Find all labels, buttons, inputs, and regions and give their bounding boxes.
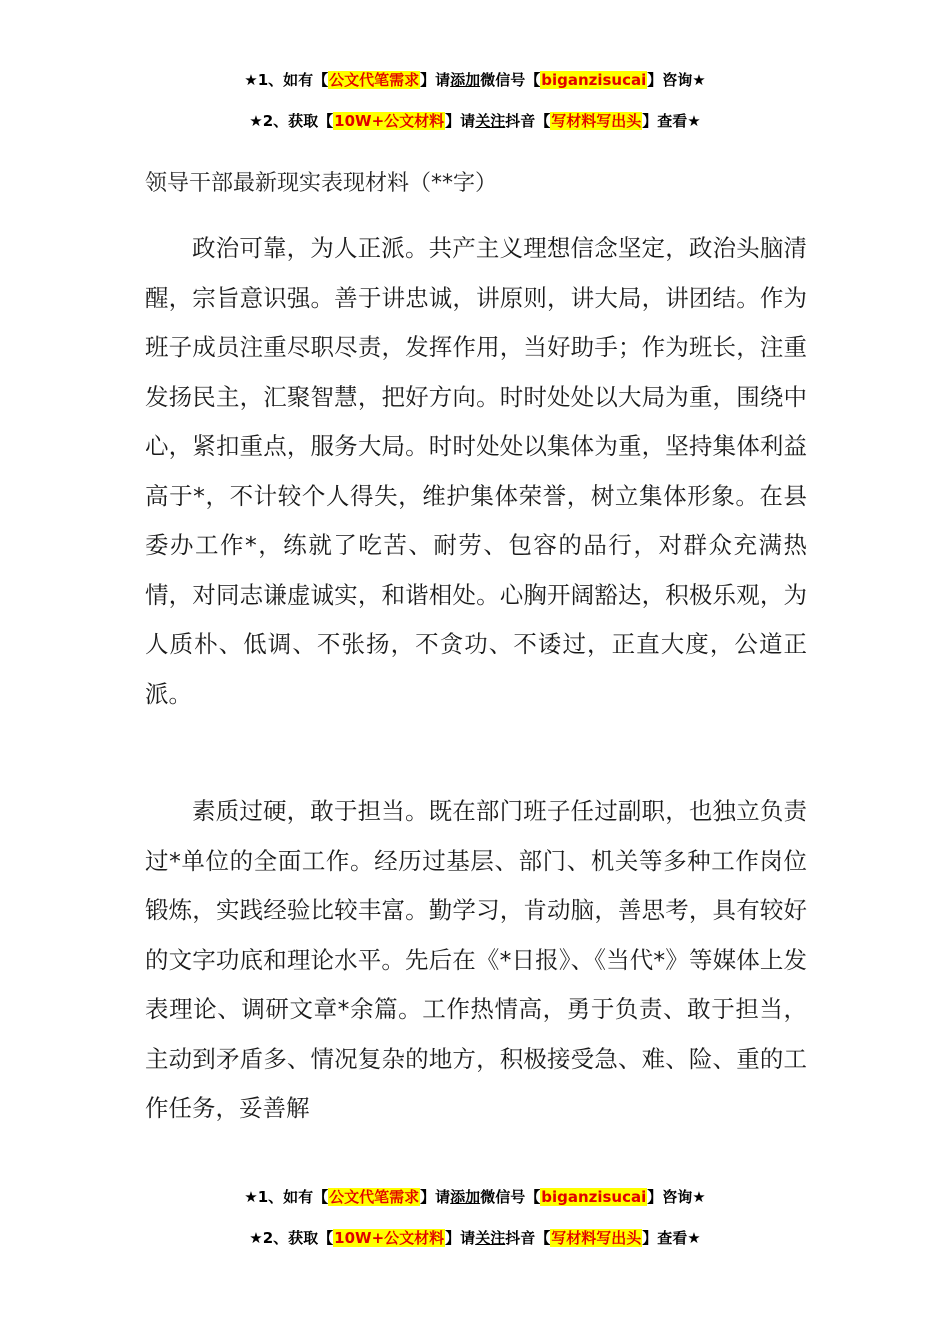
star-icon: ★ [249, 112, 263, 130]
highlight-service: 公文代笔需求 [329, 1188, 420, 1206]
star-icon: ★ [692, 71, 706, 89]
star-icon: ★ [244, 1188, 258, 1206]
header-ad-line-1 [0, 70, 950, 90]
underlined-follow: 关注 [475, 1229, 506, 1247]
ad-text: 抖音【 [505, 112, 551, 130]
ad-text: 】请 [420, 71, 451, 89]
body-paragraph-1: 政治可靠，为人正派。共产主义理想信念坚定，政治头脑清醒，宗旨意识强。善于讲忠诚，讲原则，讲大局，讲团结。作为班子成员注重尽职尽责，发挥作用，当好助手；作为班长，注重发扬民主，汇聚智慧，把好方向。时时处处以大局为重，围绕中心，紧扣重点，服务大局。时时处处以集体为重，坚持集体利益高于*，不计较个人得失，维护集体荣誉，树立集体形象。在县委办工作*，练就了吃苦、耐劳、包容的品行，对群众充满热情，对同志谦虚诚实，和谐相处。心胸开阔豁达，积极乐观，为人质朴、低调、不张扬，不贪功、不诿过，正直大度，公道正派。 [145, 234, 807, 708]
highlight-wechat-id: biganzisucai [541, 1188, 647, 1206]
star-icon: ★ [249, 1229, 263, 1247]
highlight-wechat-id: biganzisucai [541, 71, 647, 89]
document-title: 领导干部最新现实表现材料（**字） [145, 171, 498, 196]
highlight-douyin-account: 写材料写出头 [551, 112, 642, 130]
ad-text: 微信号【 [480, 1188, 541, 1206]
footer-ad-line-1 [0, 1187, 950, 1207]
highlight-materials: 10W+公文材料 [334, 1229, 445, 1247]
header-ad-line-2 [0, 111, 950, 131]
star-icon: ★ [687, 112, 701, 130]
star-icon: ★ [687, 1229, 701, 1247]
footer-ad-line-2 [0, 1228, 950, 1248]
ad-text: 1、如有【 [257, 71, 329, 89]
ad-text: 】查看 [642, 112, 688, 130]
underlined-add: 添加 [450, 71, 481, 89]
highlight-materials: 10W+公文材料 [334, 112, 445, 130]
body-paragraph-2: 素质过硬，敢于担当。既在部门班子任过副职，也独立负责过*单位的全面工作。经历过基层、部门、机关等多种工作岗位锻炼，实践经验比较丰富。勤学习，肯动脑，善思考，具有较好的文字功底和理论水平。先后在《*日报》、《当代*》等媒体上发表理论、调研文章*余篇。工作热情高，勇于负责、敢于担当，主动到矛盾多、情况复杂的地方，积极接受急、难、险、重的工作任务，妥善解 [145, 797, 807, 1122]
ad-text: 2、获取【 [262, 112, 334, 130]
ad-text: 1、如有【 [257, 1188, 329, 1206]
ad-text: 】请 [445, 112, 476, 130]
star-icon: ★ [692, 1188, 706, 1206]
star-icon: ★ [244, 71, 258, 89]
ad-text: 微信号【 [480, 71, 541, 89]
ad-text: 】查看 [642, 1229, 688, 1247]
ad-text: 】咨询 [647, 71, 693, 89]
ad-text: 】请 [445, 1229, 476, 1247]
underlined-follow: 关注 [475, 112, 506, 130]
underlined-add: 添加 [450, 1188, 481, 1206]
ad-text: 】请 [420, 1188, 451, 1206]
ad-text: 2、获取【 [262, 1229, 334, 1247]
highlight-douyin-account: 写材料写出头 [551, 1229, 642, 1247]
ad-text: 】咨询 [647, 1188, 693, 1206]
ad-text: 抖音【 [505, 1229, 551, 1247]
highlight-service: 公文代笔需求 [329, 71, 420, 89]
